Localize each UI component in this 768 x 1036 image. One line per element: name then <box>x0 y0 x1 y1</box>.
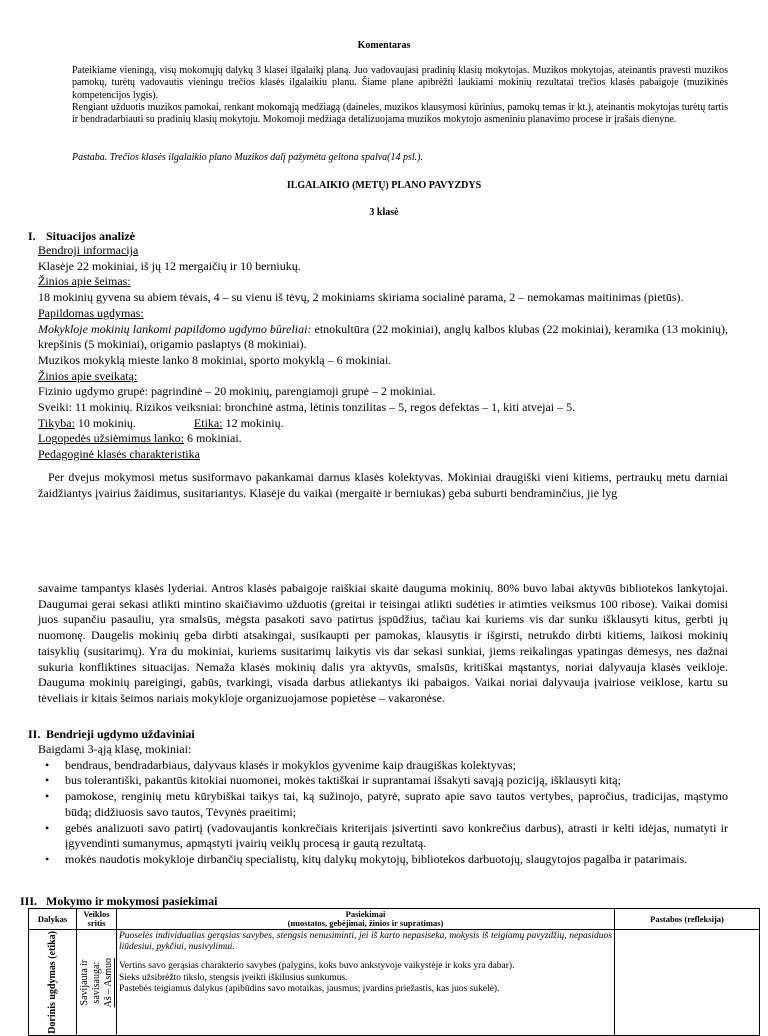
achievement-line: Pastebės teigiamus dalykus (apibūdins savo motaikas, jausmus; įvardins priežastis, kas juos sukelė). <box>119 983 500 994</box>
section-2-number: II. <box>28 727 41 741</box>
subject-cell <box>29 930 77 1036</box>
komentaras-paragraph-1 <box>38 65 728 102</box>
sveiki-text: Sveiki: 11 mokinių. Rizikos veiksniai: bronchinė astma, lėtinis tonzilitas – 5, regos defektas – 1, kiti atvejai – 5. <box>38 400 576 415</box>
subject-label: Dorinis ugdymas (etika) <box>47 931 58 1034</box>
papildomas-italic-lead: Mokykloje mokinių lankomi papildomo ugdymo būreliai: <box>38 321 312 336</box>
logopede-line <box>38 431 728 447</box>
section-1-heading <box>28 229 135 244</box>
section-1-number: I. <box>28 229 36 243</box>
section-2-title: Bendrieji ugdymo uždaviniai <box>46 727 195 741</box>
goal-item: • gebės analizuoti savo patirtį (vadovaujantis konkrečiais kriterijais įsivertinti savo konkrečius darbus), atrasti ir kelti idėjas, numatyti ir įgyvendinti sumanymus, apmąstyti įvairių veiklų procesą ir gautą rezultatą. <box>38 821 728 852</box>
seimas-heading: Žinios apie šeimas: <box>38 274 131 289</box>
fizinio-ugdymo-text: Fizinio ugdymo grupė: pagrindinė – 20 mokinių, parengiamoji grupė – 2 mokiniai. <box>38 384 436 399</box>
plan-title: ILGALAIKIO (METŲ) PLANO PAVYZDYS <box>286 180 482 191</box>
area-label-group <box>79 958 114 1007</box>
pedagogine-text-1 <box>38 470 728 501</box>
situation-analysis-block <box>38 243 728 463</box>
achievements-table <box>28 908 760 1036</box>
pedagogine-text-1-body: Per dvejus mokymosi metus susiformavo pakankamai darnus klasės kolektyvas. Mokiniai draugiški vieni kitiems, pertraukų metu darniai žaidžiantys įvairius žaidimus, susitariantys. Klasėje du vaikai (mergaitė ir berniukas) geba suburti bendraminčius, jie lyg <box>38 470 728 500</box>
table-row <box>29 930 760 1036</box>
table-header-row <box>29 909 760 930</box>
grade-title: 3 klasė <box>369 207 399 218</box>
pedagogine-heading: Pedagoginė klasės charakteristika <box>38 447 200 462</box>
papildomas-text <box>38 322 728 353</box>
notes-cell <box>615 930 760 1036</box>
etika-value: 12 mokinių. <box>222 415 284 430</box>
bendroji-text: Klasėje 22 mokiniai, iš jų 12 mergaičių ir 10 berniukų. <box>38 258 301 273</box>
sveikata-heading: Žinios apie sveikatą: <box>38 368 138 383</box>
goal-item: • bus tolerantiški, pakantūs kitokiai nuomonei, mokės taktiškai ir suprantamai išsakyti savąją poziciją, išklausyti kitą; <box>38 773 728 789</box>
papildomas-list: etnokultūra (22 mokiniai), anglų kalbos klubas (22 mokiniai), keramika (13 mokinių), krepšinis (5 mokiniai), origamio paslaptys (8 mokiniai). <box>38 321 728 352</box>
col-header-dalykas: Dalykas <box>29 909 77 930</box>
goal-item: • pamokose, renginių metu kūrybiškai taikys tai, ką sužinojo, patyrė, suprato apie savo tautos vertybes, papročius, tradicijas, mąstymo būdą; didžiuosis savo tautos, Tėvynės praeitimi; <box>38 789 728 820</box>
area-cell <box>77 930 117 1036</box>
logopede-value: 6 mokiniai. <box>183 431 242 446</box>
papildomas-heading: Papildomas ugdymas: <box>38 305 144 320</box>
tikyba-etika-line <box>38 416 728 432</box>
komentaras-paragraph-2 <box>38 102 728 127</box>
goal-item: • bendraus, bendradarbiaus, dalyvaus klasės ir mokyklos gyvenime kaip draugiškas kolektyvas; <box>38 758 728 774</box>
section-3-number: III. <box>20 894 38 908</box>
pedagogine-text-2-body: savaime tampantys klasės lyderiai. Antros klasės pabaigoje raiškiai skaitė dauguma mokinių. 80% buvo labai aktyvūs bibliotekos lankytojai. Daugumai gerai sekasi atlikti mintino skaičiavimo užduotis (greitai ir teisingai atlikti sudėties ir atimties veiksmus 100 ribose). Vaikai domisi juos supančiu pasauliu, yra smalsūs, mėgsta pasakoti savo patirtus įspūdžius, tačiau kai kuriems vis dar sunku išklausyti kitus, gerbti jų nuomonę. Daugelis mokinių geba dirbti atsakingai, susikaupti per pamokas, klausytis ir išgirsti, netrukdo dirbti kitiems, laikosi mokinių taisyklių (susitarimų). Yra du mokiniai, kuriems susitarimų laikytis vis dar sekasi sunkiai, jiems reikalingas ypatingas dėmesys, nes dažnai sukuria konfliktines situacijas. Nemaža klasės mokinių dalis yra aktyvūs, smalsūs, kritiškai mąstantys, noriai dalyvauja klasės veikloje. Dauguma mokinių pareigingi, gabūs, tvarkingi, visada darbus atliekantys iki pabaigos. Vaikai noriai dalyvauja įvairiose veiklose, kartu su tėveliais ir kitais šeimos nariais mokykloje organizuojamose popietėse – vakaronėse. <box>38 581 728 705</box>
goal-item: • mokės naudotis mokykloje dirbančių specialistų, kitų dalykų mokytojų, bibliotekos darbuotojų, slaugytojos pagalba ir patarimais. <box>38 852 728 868</box>
section-2-heading <box>28 727 195 742</box>
tikyba-label: Tikyba: <box>38 415 75 430</box>
col-header-pastabos: Pastabos (refleksija) <box>615 909 760 930</box>
section-3-title: Mokymo ir mokymosi pasiekimai <box>46 894 218 908</box>
section-2-intro: Baigdami 3-ąją klasę, mokiniai: <box>38 742 192 756</box>
tikyba-value: 10 mokinių. <box>74 415 136 430</box>
komentaras-p2-text: Rengiant užduotis muzikos pamokai, renkant mokomąją medžiagą (daineles, muzikos klausymosi kūrinius, pamokų temas ir kt.), ateinantis mokytojas turėtų tartis ir bendradarbiauti su pradinių klasių mokytoju. Mokomoji medžiaga detalizuojama muzikos mokytojo asmeniniu planavimo procese ir įrašais dienyne. <box>72 102 728 126</box>
area-label-line-2: savisauga: <box>91 961 102 1004</box>
section-1-title: Situacijos analizė <box>46 229 135 243</box>
bendroji-heading: Bendroji informacija <box>38 243 139 257</box>
col-header-veiklos-sritis: Veiklos sritis <box>77 909 117 930</box>
komentaras-title: Komentaras <box>357 40 411 51</box>
muzikos-mokykla-text: Muzikos mokyklą mieste lanko 8 mokiniai, sporto mokyklą – 6 mokiniai. <box>38 352 392 367</box>
section-2-list-block <box>38 742 728 868</box>
area-label-line-1: Savijauta ir <box>79 959 90 1006</box>
area-label-line-3: Aš – Asmuo <box>103 957 114 1008</box>
etika-label: Etika: <box>193 415 223 430</box>
pedagogine-text-2 <box>38 581 728 707</box>
achievement-line: Vertins savo gerąsias charakterio savybes (palygins, koks buvo ankstyvoje vaikystėje ir koks yra dabar). <box>119 961 515 972</box>
achievement-italic: Puoselės individualias gerąsias savybes, stengsis nenusiminti, jei iš karto nepasiseka, mokysis iš teigiamų pavyzdžių, nepasiduos liūdesiui, pykčiui, nusivylimui. <box>119 931 612 953</box>
seimas-text: 18 mokinių gyvena su abiem tėvais, 4 – su vienu iš tėvų, 2 mokiniams skiriama socialinė parama, 2 – nemokamas maitinimas (pietūs). <box>38 290 684 305</box>
komentaras-p1-text: Pateikiame vieningą, visų mokomųjų dalykų 3 klasei ilgalaikį planą. Juo vadovaujasi pradinių klasių mokytojas. Muzikos mokytojas, ateinantis pravesti muzikos pamokų, turėtų vadovautis vieningu trečios klasės ilgalaikiu planu. Šiame plane apibrėžti laukiami mokinių rezultatai trečios klasės pabaigoje (muzikinės kompetencijos lygis). <box>72 65 728 101</box>
achievement-line: Sieks užsibrėžto tikslo, stengsis įveikti iškilusius sunkumus. <box>119 972 348 983</box>
achievements-cell <box>117 930 615 1036</box>
pasiekimai-label: Pasiekimai <box>345 909 386 919</box>
col-header-pasiekimai <box>117 909 615 930</box>
goals-list <box>38 758 728 868</box>
section-3-heading <box>20 894 217 909</box>
pasiekimai-sublabel: (nuostatos, gebėjimai, žinios ir supratimas) <box>287 918 444 928</box>
komentaras-note: Pastaba. Trečios klasės ilgalaikio plano Muzikos dalį pažymėta geltona spalva(14 psl.). <box>72 152 423 163</box>
logopede-label: Logopedės užsiėmimus lanko: <box>38 431 184 446</box>
